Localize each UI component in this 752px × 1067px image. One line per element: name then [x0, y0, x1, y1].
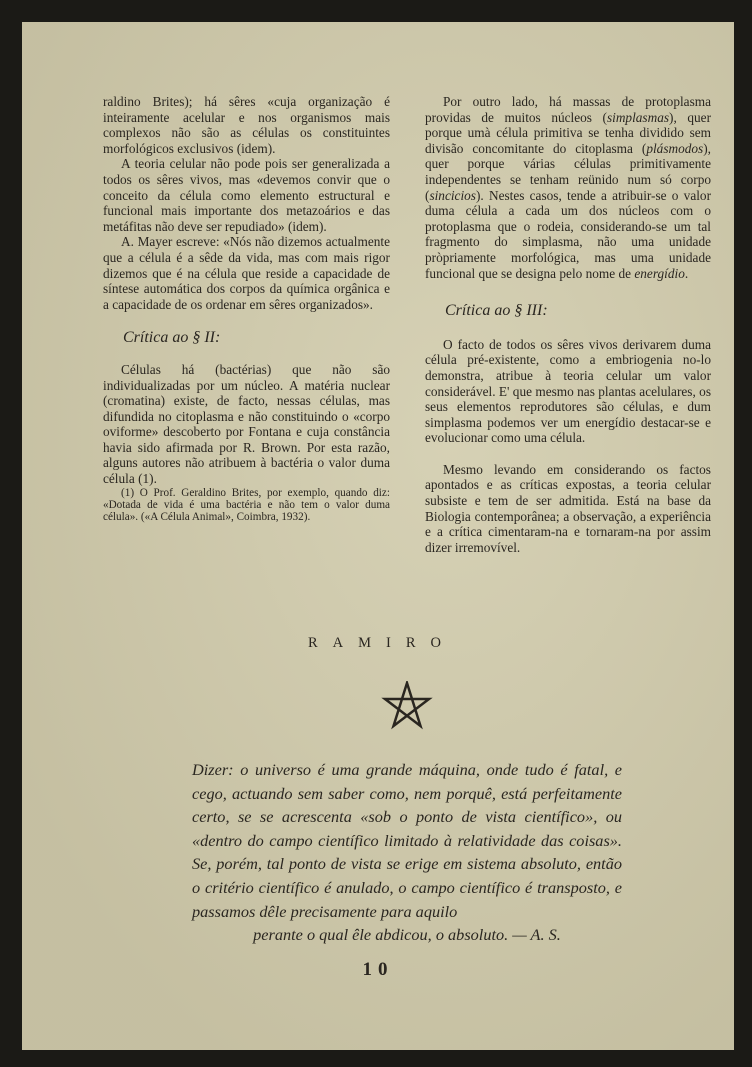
text-run: .	[684, 265, 689, 281]
paragraph: O facto de todos os sêres vivos derivarem duma célula pré-existente, como a embriogenia no-lo demonstra, atribue à teoria celular um valor considerável. E' que mesmo nas plantas acelulares, os seus elementos reprodutores são células, e dum simplasma podemos ver um energídio destacar-se e evolucionar como uma célula.	[425, 336, 711, 446]
paragraph: A. Mayer escreve: «Nós não dizemos actualmente que a célula é a sêde da vida, mas com mais rigor dizemos que é na célula que reside a capacidade de síntese automática dos corpos da química orgânica e a capacidade de os ordenar em sêres organizados».	[103, 234, 390, 312]
paragraph: A teoria celular não pode pois ser generalizada a todos os sêres vivos, mas «devemos convir que o conceito da célula como elemento estructural e funcional mais importante dos metazoários e das metáfitas não deve ser repudiado» (idem).	[103, 156, 390, 234]
paragraph	[425, 94, 711, 281]
text-run: ), quer porque umà célula primitiva se tenha dividido sem divisão concomitante do citoplasma (	[425, 109, 711, 156]
section-heading: Crítica ao § III:	[445, 302, 548, 320]
epigraph-quote	[192, 758, 622, 947]
right-column	[425, 94, 711, 555]
quote-text: Dizer: o universo é uma grande máquina, onde tudo é fatal, e cego, actuando sem saber como, nem porquê, está perfeitamente certo, se se acrescenta «sob o ponto de vista científico», ou «dentro do campo científico limitado à relatividade das coisas». Se, porém, tal ponto de vista se erige em sistema absoluto, então o critério científico é anulado, o campo científico é transposto, e passamos dêle precisamente para aquilo	[192, 760, 622, 921]
left-column	[103, 94, 390, 524]
book-page	[22, 22, 734, 1050]
paragraph: Células há (bactérias) que não são individualizadas por um núcleo. A matéria nuclear (cromatina) existe, de facto, nessas células, mas difundida no citoplasma e não constituindo o «corpo oviforme» descoberto por Fontana e cuja constância havia sido afirmada por R. Brown. Por esta razão, alguns autores não atribuem à bactéria o valor duma célula (1).	[103, 361, 390, 487]
page-number: 10	[362, 959, 394, 980]
term: simplasmas	[606, 109, 670, 125]
paragraph: Mesmo levando em considerando os factos apontados e as críticas expostas, a teoria celular subsiste e tem de ser admitida. Está na base da Biologia contemporânea; a observação, a experiência e a crítica cimentaram-na e tornaram-na por assim dizer irremovível.	[425, 461, 711, 555]
quote-last-line: perante o qual êle abdicou, o absoluto. — A. S.	[253, 925, 561, 945]
author-signature: RAMIRO	[307, 635, 456, 651]
term: plásmodos	[646, 140, 704, 156]
section-heading: Crítica ao § II:	[123, 329, 221, 347]
text-run: ), quer porque várias células primitivamente independentes se tenham reünido num só corpo (	[425, 140, 711, 203]
pentagram-icon	[381, 681, 433, 731]
spacer	[425, 446, 711, 462]
text-run: Por outro lado, há massas de protoplasma providas de muitos núcleos (	[425, 94, 711, 125]
text-run: ). Nestes casos, tende a atribuir-se o valor duma célula a cada um dos núcleos com o protoplasma que o rodeia, considerando-se um tal fragmento do simplasma, não uma unidade pròpriamente morfológica, mas uma unidade funcional que se designa pelo nome de	[425, 187, 711, 281]
footnote: (1) O Prof. Geraldino Brites, por exemplo, quando diz: «Dotada de vida é uma bactéria e não tem o valor duma célula». («A Célula Animal», Coimbra, 1932).	[103, 486, 390, 524]
term: sincicios	[429, 187, 476, 203]
term: energídio	[634, 265, 685, 281]
paragraph: raldino Brites); há sêres «cuja organização é inteiramente acelular e nos organismos mais complexos não são as células os constituintes morfológicos exclusivos (idem).	[103, 94, 390, 156]
